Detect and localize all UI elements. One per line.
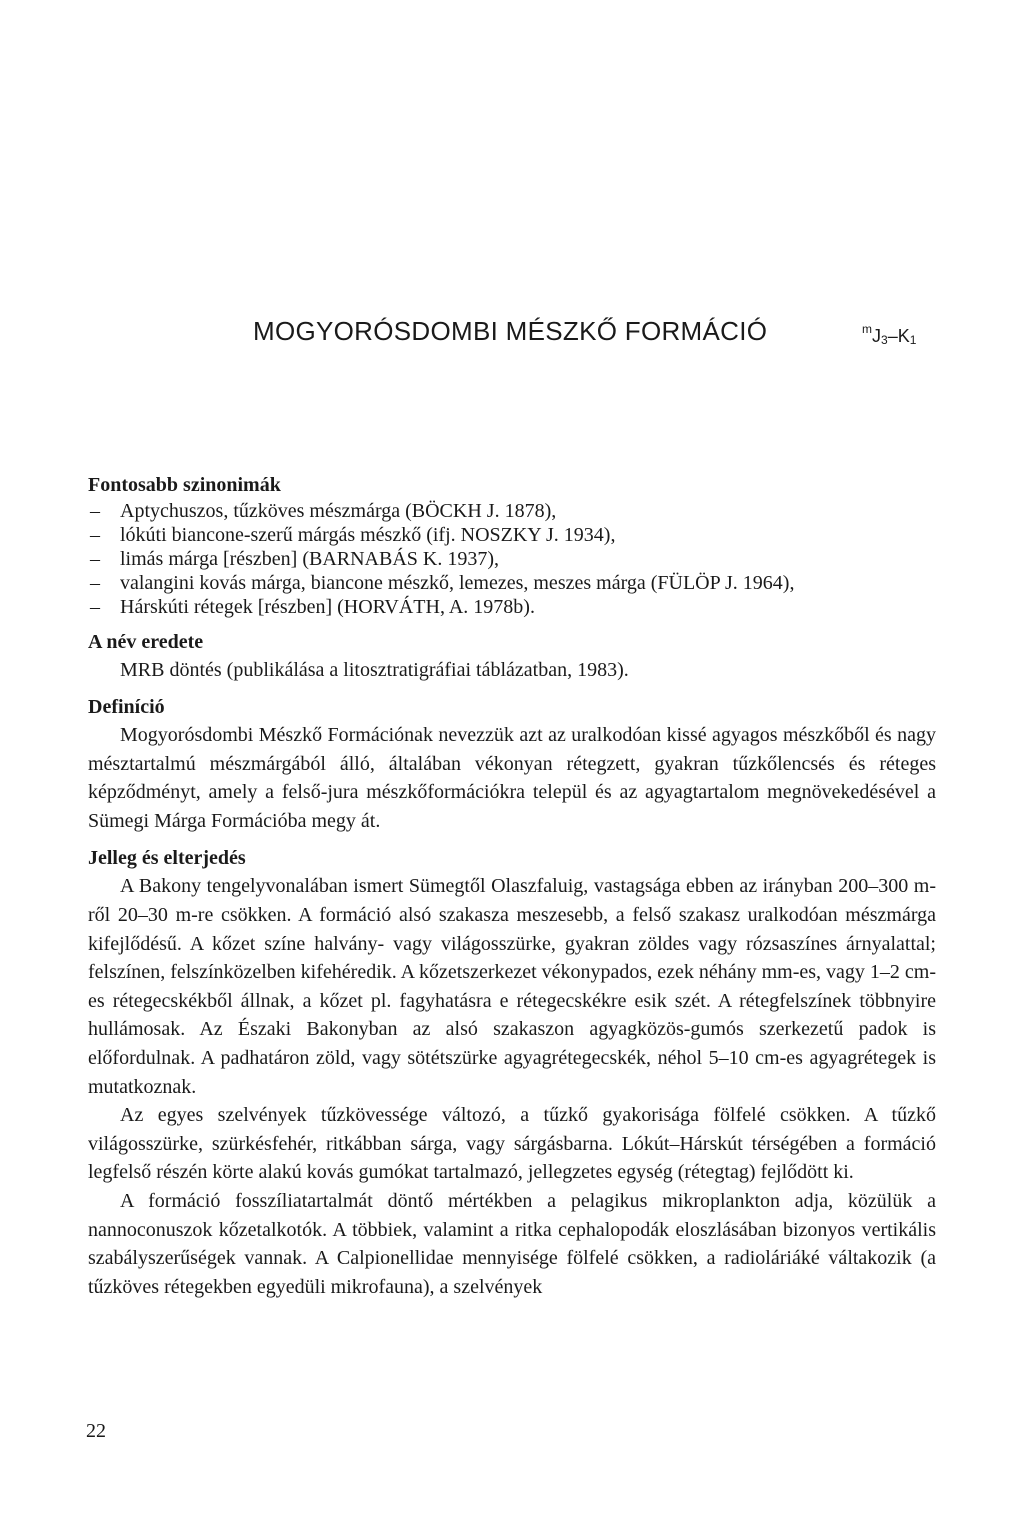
character-heading: Jelleg és elterjedés [88, 847, 246, 870]
document-body [88, 472, 936, 1301]
synonym-item [88, 523, 936, 547]
formation-symbol [862, 322, 916, 347]
definition-heading: Definíció [88, 696, 165, 718]
dash-marker: – [90, 500, 100, 522]
synonym-item [88, 571, 936, 595]
name-origin-heading: A név eredete [88, 631, 204, 653]
character-paragraph: Az egyes szelvények tűzkövessége változó, a tűzkő gyakorisága fölfelé csökken. A tűzkő világosszürke, szürkésfehér, ritkábban sárga, vagy sárgásbarna. Lókút–Hárskút térségében a formáció legfelső részén körte alakú kovás gumókat tartalmazó, jellegzetes egység (rétegtag) fejlődött ki. [88, 1104, 936, 1184]
synonym-text: limás márga [részben] (BARNABÁS K. 1937), [120, 548, 500, 570]
character-block [88, 872, 936, 1301]
formation-title: MOGYORÓSDOMBI MÉSZKŐ FORMÁCIÓ [253, 316, 768, 346]
symbol-subscript-1: 3 [881, 333, 888, 347]
page-header [0, 316, 1024, 356]
definition-block [88, 721, 936, 835]
symbol-superscript: m [862, 322, 872, 336]
dash-marker: – [90, 548, 100, 570]
page-number: 22 [86, 1420, 106, 1442]
synonym-item [88, 547, 936, 571]
synonym-text: valangini kovás márga, biancone mészkő, lemezes, meszes márga (FÜLÖP J. 1964), [120, 572, 795, 594]
synonym-text: lókúti biancone-szerű márgás mészkő (ifj. NOSZKY J. 1934), [120, 524, 616, 546]
synonym-text: Hárskúti rétegek [részben] (HORVÁTH, A. 1978b). [120, 596, 535, 618]
symbol-main-2: –K [887, 326, 910, 346]
definition-text: Mogyorósdombi Mészkő Formációnak nevezzük azt az uralkodóan kissé agyagos mészkőből és nagy mésztartalmú mészmárgából álló, általában vékonyan rétegzett, gyakran tűzkőlencsés és réteges képződményt, amely a felső-jura mészkőformációkra települ és az agyagtartalom megnövekedésével a Sümegi Márga Formációba megy át. [88, 724, 936, 832]
dash-marker: – [90, 572, 100, 594]
character-paragraph: A Bakony tengelyvonalában ismert Sümegtől Olaszfaluig, vastagsága ebben az irányban 200–300 m-ről 20–30 m-re csökken. A formáció alsó szakasza meszesebb, a felső szakasz uralkodóan mészmárga kifejlődésű. A kőzet színe halvány- vagy világosszürke, gyakran zöldes vagy rózsaszínes árnyalattal; felszínen, felszínközelben kifehéredik. A kőzetszerkezet vékonypados, ezek néhány mm-es, vagy 1–2 cm-es rétegecskékből állnak, a kőzet pl. fagyhatásra e rétegecskékre esik szét. A rétegfelszínek többnyire hullámosak. Az Északi Bakonyban az alsó szakaszon agyagközös-gumós szerkezetű padok is előfordulnak. A padhatáron zöld, vagy sötétszürke agyagrétegecskék, néhol 5–10 cm-es agyagrétegek is mutatkoznak. [88, 875, 937, 1098]
synonyms-list [88, 499, 936, 619]
synonym-text: Aptychuszos, tűzköves mészmárga (BÖCKH J. 1878), [120, 500, 557, 522]
synonym-item [88, 595, 936, 619]
character-paragraph: A formáció fosszíliatartalmát döntő mértékben a pelagikus mikroplankton adja, közülük a nannoconuszok kőzetalkotók. A többiek, valamint a ritka cephalopodák eloszlásában bizonyos vertikális szabályszerűségek vannak. A Calpionellidae mennyisége fölfelé csökken, a radioláriáké váltakozik (a tűzköves rétegekben egyedüli mikrofauna), a szelvények [88, 1189, 936, 1298]
symbol-main-1: J [872, 326, 881, 346]
synonyms-heading: Fontosabb szinonimák [88, 474, 281, 496]
name-origin-text: MRB döntés (publikálása a litosztratigráfiai táblázatban, 1983). [120, 659, 629, 681]
synonym-item [88, 499, 936, 523]
dash-marker: – [90, 524, 100, 546]
dash-marker: – [90, 596, 100, 618]
symbol-subscript-2: 1 [909, 333, 917, 347]
